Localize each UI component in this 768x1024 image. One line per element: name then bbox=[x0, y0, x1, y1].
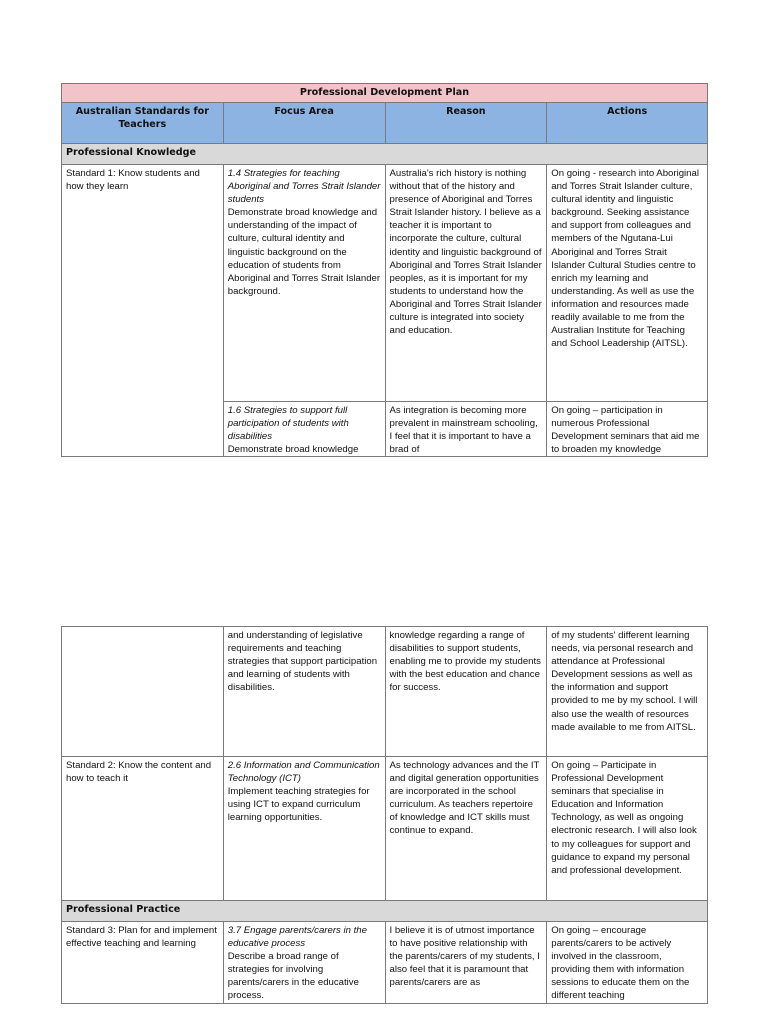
header-actions: Actions bbox=[547, 103, 708, 144]
focus-title: 1.6 Strategies to support full participation of students with disabilities bbox=[227, 405, 349, 443]
focus-body: Describe a broad range of strategies for involving parents/carers in the educative process. bbox=[227, 951, 359, 1002]
reason-cell: As technology advances and the IT and digital generation opportunities are incorporated in the school curriculum. As teachers repertoire of knowledge and ICT skills must continue to expand. bbox=[385, 757, 547, 901]
standard-cell: Standard 1: Know students and how they learn bbox=[62, 165, 224, 457]
reason-cell: Australia's rich history is nothing without that of the history and presence of Aboriginal and Torres Strait Islander history. I believe as a teacher it is important to incorporate the culture, cultural identity and linguistic background of Aboriginal and Torres Strait Islander peoples, as it is important for my students to understand how the Aboriginal and Torres Strait Islander culture is integrated into society and education. bbox=[385, 165, 547, 402]
plan-table-page-1 bbox=[61, 83, 708, 457]
actions-cell: On going – encourage parents/carers to be actively involved in the classroom, providing them with information sessions to educate them on the different teaching bbox=[547, 922, 708, 1004]
section-row bbox=[62, 901, 708, 922]
actions-cell: of my students' different learning needs, via personal research and attendance at Professional Development sessions as well as the information and support provided to me by my school. I will also use the wealth of resources made available to me from AITSL. bbox=[547, 627, 708, 757]
header-reason: Reason bbox=[385, 103, 547, 144]
focus-title: 3.7 Engage parents/carers in the educative process bbox=[227, 925, 367, 950]
header-focus-area: Focus Area bbox=[223, 103, 385, 144]
table-title-row bbox=[62, 84, 708, 103]
focus-cell bbox=[223, 922, 385, 1004]
table-row bbox=[62, 165, 708, 402]
section-professional-practice: Professional Practice bbox=[62, 901, 708, 922]
focus-body: Demonstrate broad knowledge and understanding of the impact of culture, cultural identity and linguistic background on the education of students from Aboriginal and Torres Strait Islander background. bbox=[227, 207, 381, 297]
focus-title: 2.6 Information and Communication Technology (ICT) bbox=[227, 760, 380, 785]
actions-cell: On going - research into Aboriginal and Torres Strait Islander culture, cultural identity and linguistic background. Seeking assistance and support from colleagues and members of the Ngutana-Lui Aboriginal and Torres Strait Islander Cultural Studies centre to enrich my learning and understanding. As well as use the information and resources made readily available to me from the Australian Institute for Teaching and School Leadership (AITSL). bbox=[547, 165, 708, 402]
table-row bbox=[62, 627, 708, 757]
column-header-row bbox=[62, 103, 708, 144]
standard-cell: Standard 3: Plan for and implement effective teaching and learning bbox=[62, 922, 224, 1004]
header-standards: Australian Standards for Teachers bbox=[62, 103, 224, 144]
focus-cell bbox=[223, 165, 385, 402]
focus-title: 1.4 Strategies for teaching Aboriginal and Torres Strait Islander students bbox=[227, 168, 381, 206]
reason-cell: As integration is becoming more prevalent in mainstream schooling, I feel that it is important to have a brad of bbox=[385, 402, 547, 457]
standard-cell: Standard 2: Know the content and how to teach it bbox=[62, 757, 224, 901]
focus-body: Implement teaching strategies for using ICT to expand curriculum learning opportunities. bbox=[227, 786, 370, 824]
table-title: Professional Development Plan bbox=[62, 84, 708, 103]
focus-cell bbox=[223, 757, 385, 901]
focus-cell: and understanding of legislative requirements and teaching strategies that support participation and learning of students with disabilities. bbox=[223, 627, 385, 757]
focus-cell bbox=[223, 402, 385, 457]
table-row bbox=[62, 757, 708, 901]
section-row bbox=[62, 144, 708, 165]
standard-cell bbox=[62, 627, 224, 757]
reason-cell: I believe it is of utmost importance to have positive relationship with the parents/carers of my students, I also feel that it is paramount that parents/carers are as bbox=[385, 922, 547, 1004]
plan-table-page-2 bbox=[61, 626, 708, 1004]
section-professional-knowledge: Professional Knowledge bbox=[62, 144, 708, 165]
table-row bbox=[62, 922, 708, 1004]
reason-cell: knowledge regarding a range of disabilities to support students, enabling me to provide my students with the best education and chance for success. bbox=[385, 627, 547, 757]
actions-cell: On going – participation in numerous Professional Development seminars that aid me to broaden my knowledge bbox=[547, 402, 708, 457]
focus-body: Demonstrate broad knowledge bbox=[227, 444, 359, 456]
actions-cell: On going – Participate in Professional Development seminars that specialise in Education and Information Technology, as well as ongoing electronic research. I will also look to my colleagues for support and guidance to expand my personal and professional development. bbox=[547, 757, 708, 901]
